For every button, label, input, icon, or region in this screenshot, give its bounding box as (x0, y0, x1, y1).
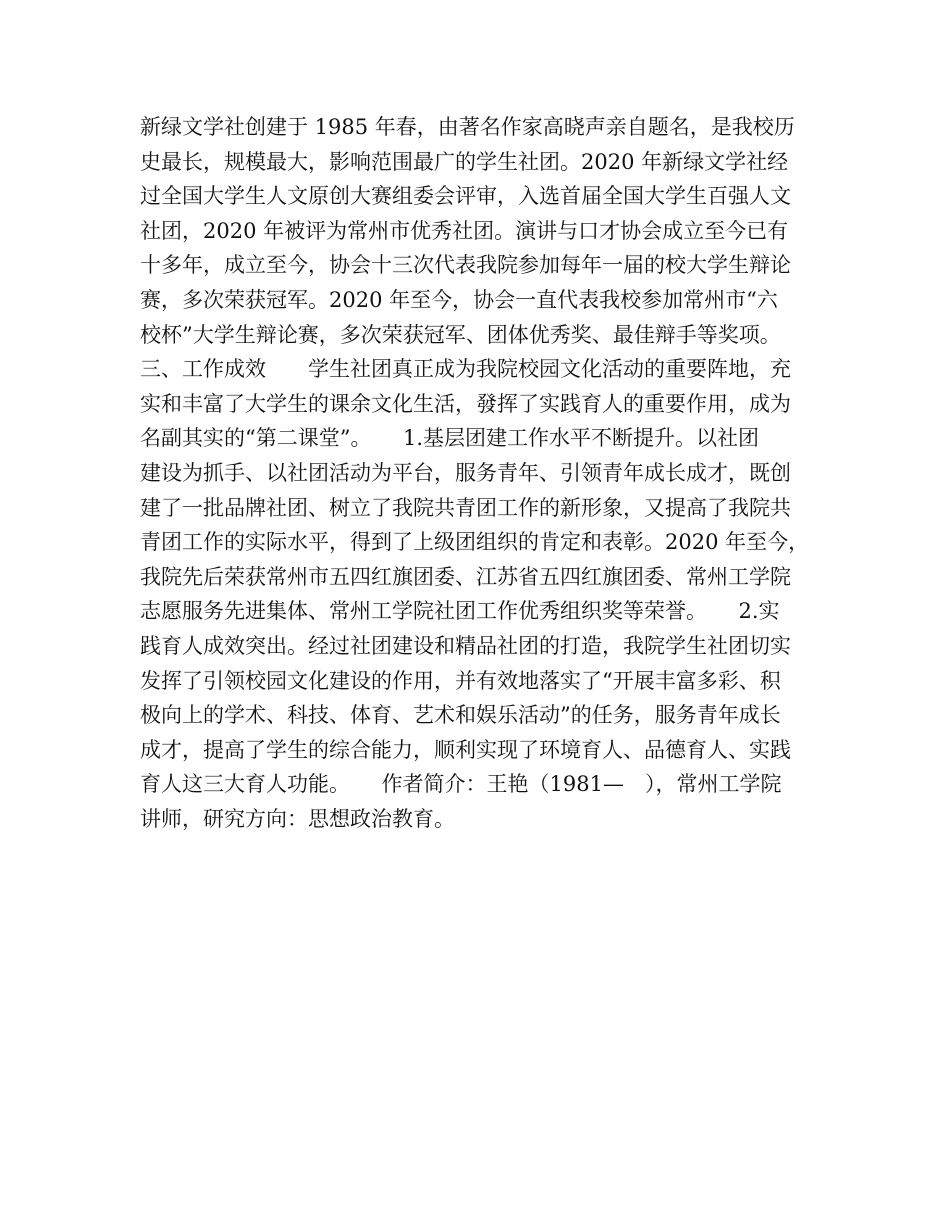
text-line: 讲师，研究方向：思想政治教育。 (140, 806, 455, 831)
text-line: 赛，多次荣获冠军。2020 年至今，协会一直代表我校参加常州市“六 (140, 287, 778, 312)
body-text (140, 110, 830, 836)
text-line: 新绿文学社创建于 1985 年春，由著名作家高晓声亲自题名，是我校历 (140, 115, 795, 139)
text-line: 育人这三大育人功能。 作者简介：王艳（1981— ），常州工学院 (140, 772, 782, 797)
text-line: 十多年，成立至今，协会十三次代表我院参加每年一届的校大学生辩论 (140, 253, 791, 278)
text-line: 三、工作成效 学生社团真正成为我院校园文化活动的重要阵地，充 (140, 357, 791, 382)
text-line: 过全国大学生人文原创大赛组委会评审，入选首届全国大学生百强人文 (140, 184, 791, 209)
text-line: 践育人成效突出。经过社团建设和精品社团的打造，我院学生社团切实 (140, 633, 791, 658)
text-line: 社团，2020 年被评为常州市优秀社团。演讲与口才协会成立至今已有 (140, 218, 789, 243)
text-line: 实和丰富了大学生的课余文化生活，發挥了实践育人的重要作用，成为 (140, 391, 791, 416)
text-line: 建设为抓手、以社团活动为平台，服务青年、引领青年成长成才，既创 (140, 460, 791, 485)
text-line: 史最长，规模最大，影响范围最广的学生社团。2020 年新绿文学社经 (140, 149, 789, 174)
text-line: 我院先后荣获常州市五四红旗团委、江苏省五四红旗团委、常州工学院 (140, 564, 791, 589)
text-line: 发挥了引领校园文化建设的作用，并有效地落实了“开展丰富多彩、积 (140, 668, 781, 693)
text-line: 建了一批品牌社团、树立了我院共青团工作的新形象，又提高了我院共 (140, 495, 791, 520)
text-line: 志愿服务先进集体、常州工学院社团工作优秀组织奖等荣誉。 2.实 (140, 599, 780, 624)
text-line: 极向上的学术、科技、体育、艺术和娱乐活动”的任务，服务青年成长 (140, 703, 781, 728)
text-line: 校杯”大学生辩论赛，多次荣获冠军、团体优秀奖、最佳辩手等奖项。 (140, 322, 781, 347)
text-line: 青团工作的实际水平，得到了上级团组织的肯定和表彰。2020 年至今， (140, 530, 810, 555)
text-line: 名副其实的“第二课堂”。 1.基层团建工作水平不断提升。以社团 (140, 426, 760, 451)
text-line: 成才，提高了学生的综合能力，顺利实现了环境育人、品德育人、实践 (140, 737, 791, 762)
